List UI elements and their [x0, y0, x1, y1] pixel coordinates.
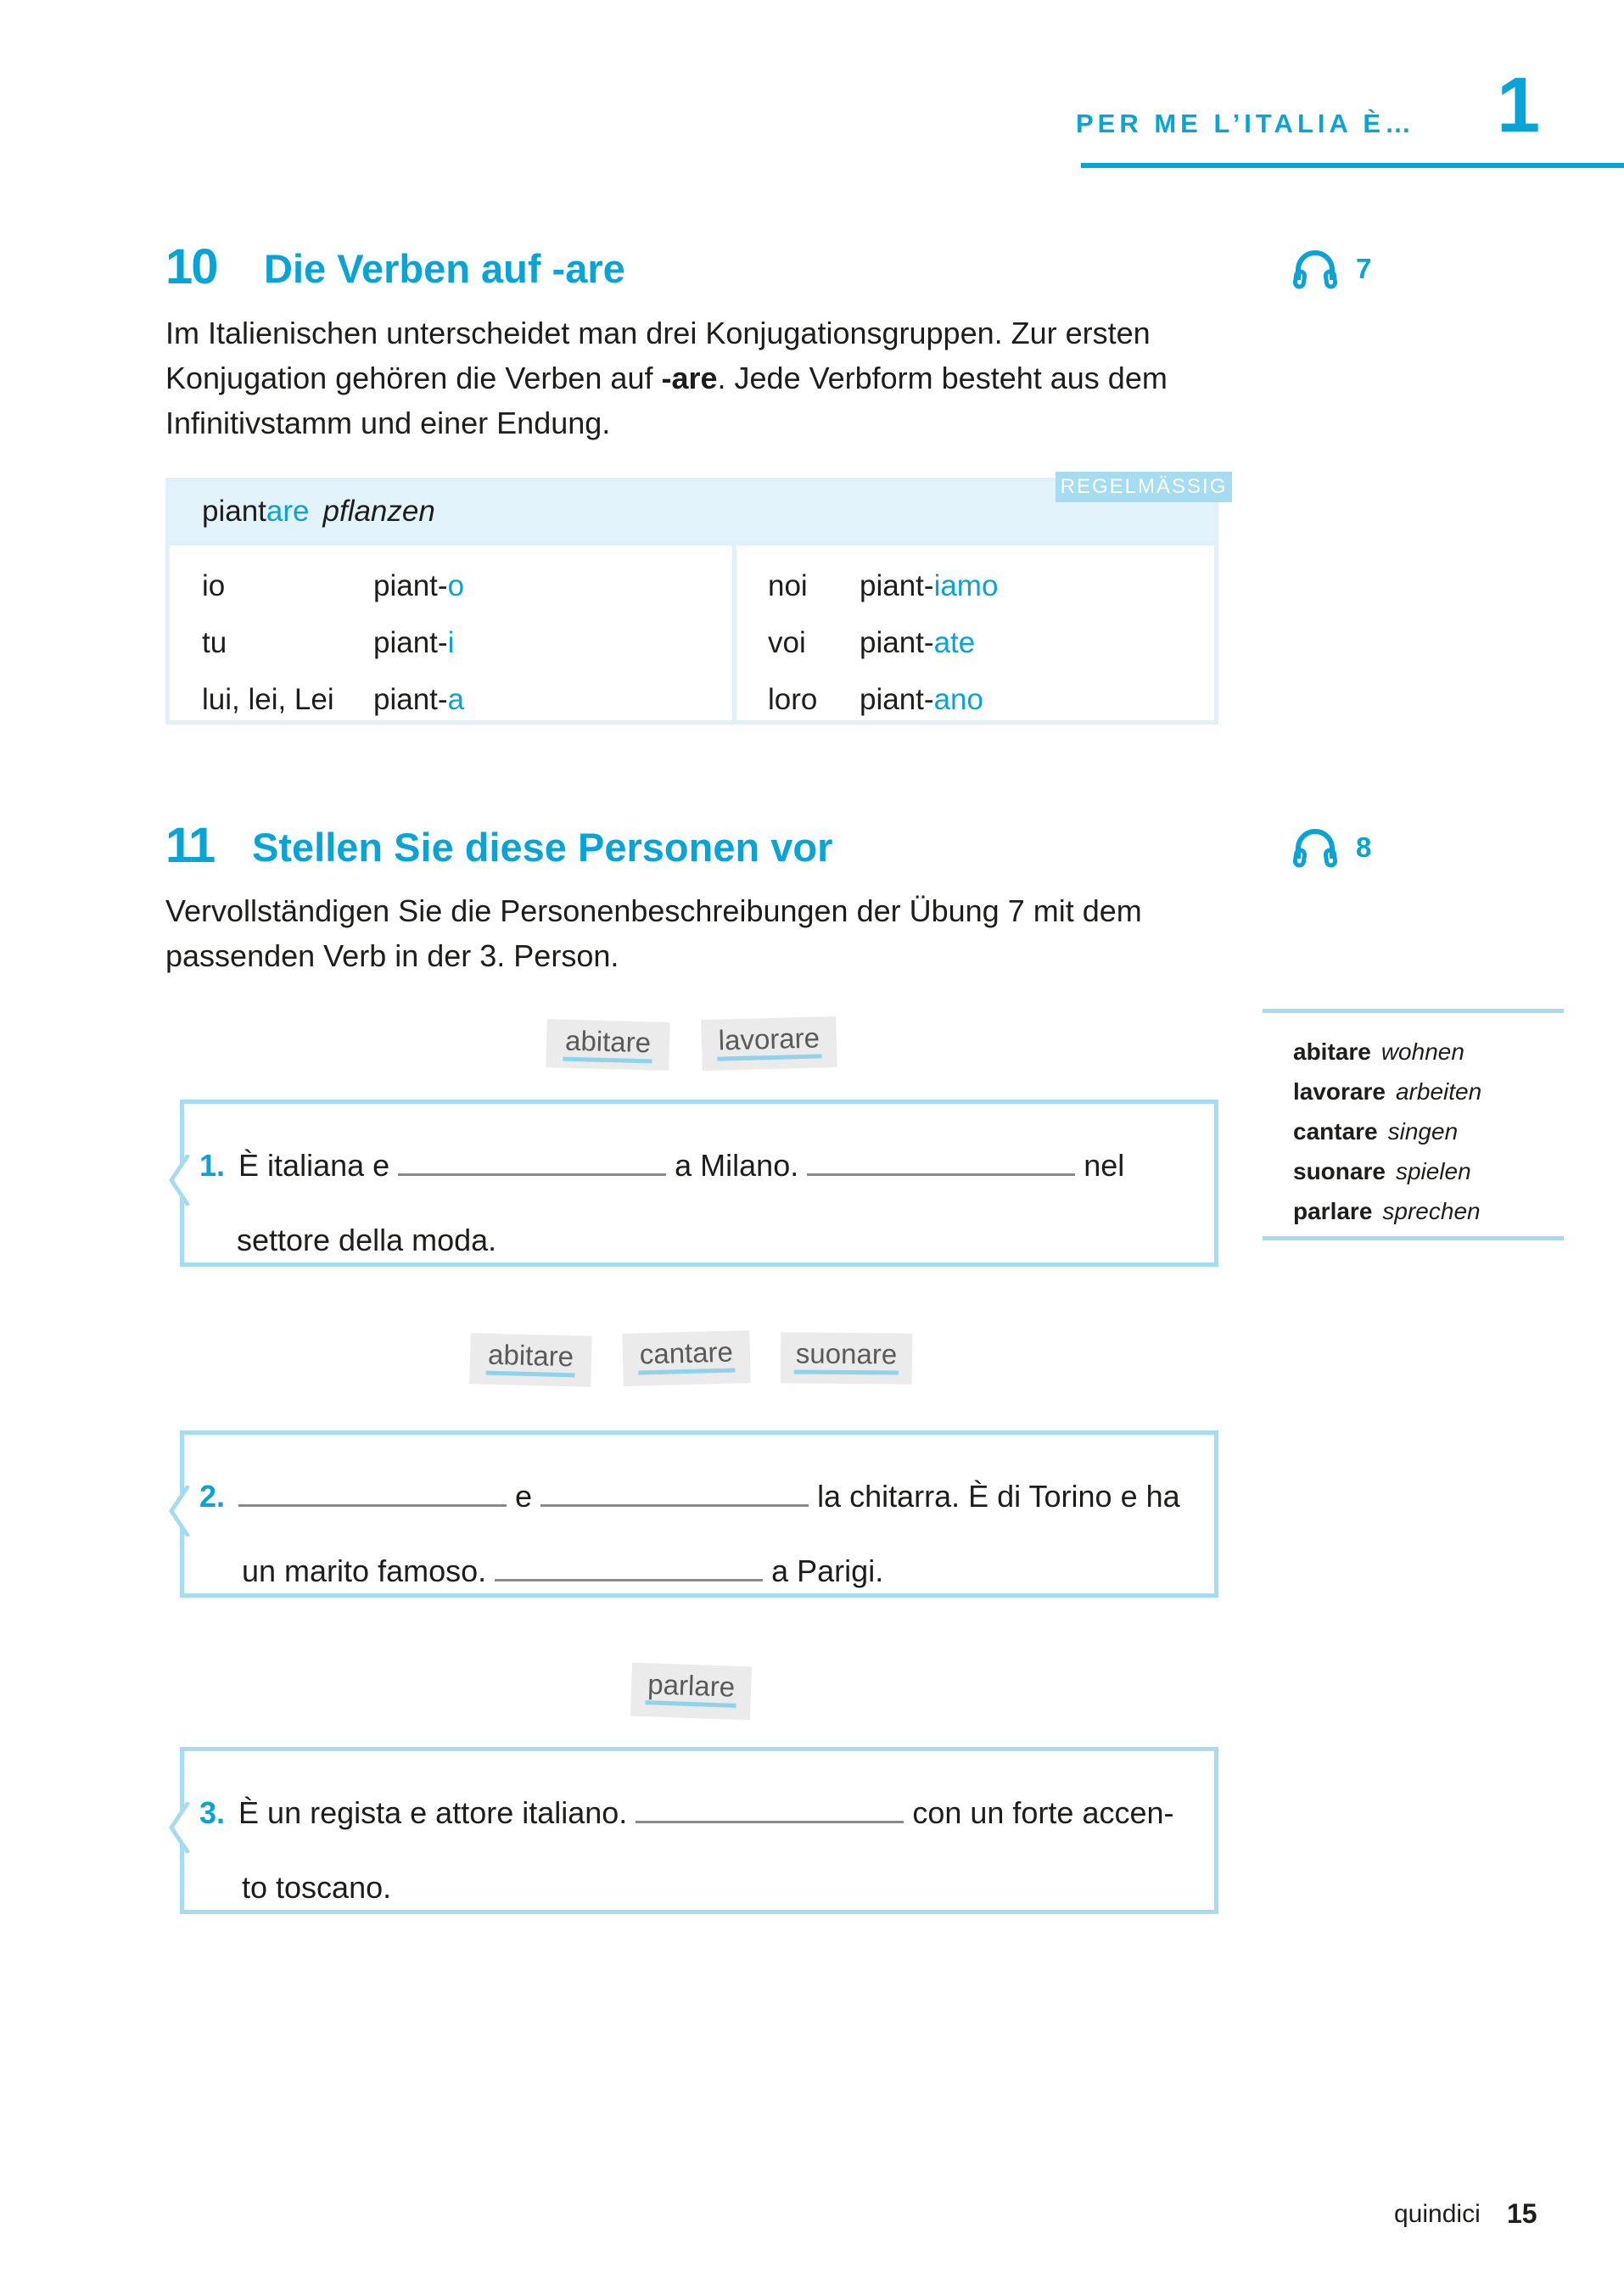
answer-blank[interactable]: [807, 1150, 1075, 1176]
intro-line: Im Italienischen unterscheidet man drei Konjugationsgruppen. Zur ersten: [165, 316, 1151, 350]
chapter-rule: [1081, 163, 1624, 168]
sentence-text: a Parigi.: [771, 1553, 884, 1588]
audio-track-number: 7: [1356, 253, 1372, 284]
word-chip-lavorare[interactable]: lavorare: [701, 1016, 837, 1071]
verb-form: piant-a: [373, 683, 465, 716]
verb-form: piant-o: [373, 569, 465, 602]
exercise-line: [199, 1795, 1174, 1831]
infinitive-translation: pflanzen: [322, 495, 435, 528]
exercise-number: 2.: [199, 1479, 226, 1514]
intro-line: [165, 355, 1235, 400]
vocab-italian: abitare: [1293, 1038, 1371, 1065]
sentence-text: È un regista e attore italiano.: [238, 1795, 628, 1830]
chapter-number: 1: [1497, 62, 1541, 148]
word-chip-parlare[interactable]: parlare: [630, 1663, 752, 1721]
sentence-text: to toscano.: [242, 1870, 392, 1905]
vocab-italian: suonare: [1293, 1158, 1386, 1184]
page-number: 15: [1507, 2198, 1537, 2229]
exercise-box-3: [180, 1747, 1218, 1914]
sentence-text: a Milano.: [675, 1148, 799, 1183]
intro-line: Vervollständigen Sie die Personenbeschreibungen der Übung 7 mit dem: [165, 893, 1142, 928]
word-chip-abitare[interactable]: abitare: [469, 1333, 592, 1387]
sentence-text: È italiana e: [238, 1148, 390, 1183]
answer-blank[interactable]: [540, 1481, 809, 1507]
exercise-line: [242, 1553, 883, 1589]
sentence-text: e: [515, 1479, 533, 1514]
section-11-number: 11: [165, 818, 215, 873]
word-chip-cantare[interactable]: cantare: [622, 1330, 751, 1386]
audio-track-8[interactable]: [1291, 826, 1371, 869]
exercise-box-1: [180, 1100, 1218, 1267]
pronoun: noi: [768, 569, 808, 602]
vocab-german: singen: [1387, 1118, 1459, 1145]
sentence-text: con un forte accen-: [912, 1795, 1174, 1830]
vocab-german: arbeiten: [1395, 1078, 1482, 1105]
box-notch: [168, 1155, 193, 1206]
vocab-entry: [1293, 1118, 1458, 1145]
pronoun: io: [202, 569, 226, 602]
exercise-line: [237, 1223, 496, 1258]
intro-line: passenden Verb in der 3. Person.: [165, 938, 619, 973]
exercise-line: [242, 1870, 391, 1906]
exercise-line: [199, 1148, 1124, 1184]
section-10-title: Die Verben auf -are: [264, 246, 625, 291]
sentence-text: un marito famoso.: [242, 1553, 487, 1588]
section-11-title: Stellen Sie diese Personen vor: [252, 825, 833, 870]
audio-track-7[interactable]: [1291, 248, 1371, 290]
chapter-title: PER ME L’ITALIA È…: [1076, 109, 1416, 138]
page-number-word: quindici: [1394, 2200, 1481, 2228]
box-notch: [168, 1802, 193, 1853]
vocab-entry: [1293, 1038, 1464, 1066]
exercise-number: 1.: [199, 1148, 226, 1183]
verb-form: piant-ate: [860, 626, 976, 659]
sentence-text: nel: [1084, 1148, 1125, 1183]
section-10-number: 10: [165, 239, 217, 294]
vocab-german: spielen: [1395, 1158, 1471, 1184]
intro-bold: -are: [661, 361, 718, 395]
headphones-icon: [1291, 248, 1339, 290]
exercise-line: [199, 1479, 1180, 1514]
pronoun: loro: [768, 683, 818, 716]
answer-blank[interactable]: [495, 1555, 763, 1581]
pronoun: voi: [768, 626, 806, 659]
audio-track-number: 8: [1356, 831, 1372, 863]
verb-form: piant-i: [373, 626, 455, 659]
vocab-entry: [1293, 1158, 1471, 1185]
vocab-entry: [1293, 1198, 1481, 1225]
section-11-intro: [165, 888, 1235, 978]
word-chip-suonare[interactable]: suonare: [781, 1332, 913, 1384]
sentence-text: settore della moda.: [237, 1223, 497, 1257]
infinitive-ending: are: [266, 495, 310, 528]
infinitive-stem: piant: [202, 495, 266, 528]
box-notch: [168, 1486, 193, 1537]
answer-blank[interactable]: [238, 1481, 507, 1507]
exercise-number: 3.: [199, 1795, 226, 1830]
intro-text: . Jede Verbform besteht aus dem: [717, 361, 1168, 395]
verb-form: piant-ano: [860, 683, 983, 716]
vocab-german: wohnen: [1380, 1038, 1464, 1065]
pronoun: lui, lei, Lei: [202, 683, 334, 716]
answer-blank[interactable]: [398, 1150, 666, 1176]
column-divider: [732, 541, 736, 720]
regular-tag: REGELMÄSSIG: [1056, 472, 1232, 502]
answer-blank[interactable]: [636, 1797, 904, 1823]
vocab-italian: cantare: [1293, 1118, 1378, 1145]
vocab-italian: lavorare: [1293, 1078, 1386, 1105]
section-10-intro: [165, 311, 1235, 445]
word-chip-abitare[interactable]: abitare: [546, 1019, 669, 1071]
vocab-italian: parlare: [1293, 1198, 1373, 1224]
vocab-german: sprechen: [1382, 1198, 1481, 1224]
verb-form: piant-iamo: [860, 569, 999, 602]
pronoun: tu: [202, 626, 227, 659]
exercise-box-2: [180, 1430, 1218, 1598]
vocab-entry: [1293, 1078, 1481, 1106]
intro-text: Konjugation gehören die Verben auf: [165, 361, 662, 395]
infinitive: [202, 495, 435, 529]
vocabulary-box: [1263, 1009, 1564, 1240]
sentence-text: la chitarra. È di Torino e ha: [817, 1479, 1180, 1514]
conjugation-table: [165, 478, 1218, 725]
headphones-icon: [1291, 826, 1339, 869]
intro-line: Infinitivstamm und einer Endung.: [165, 406, 611, 440]
